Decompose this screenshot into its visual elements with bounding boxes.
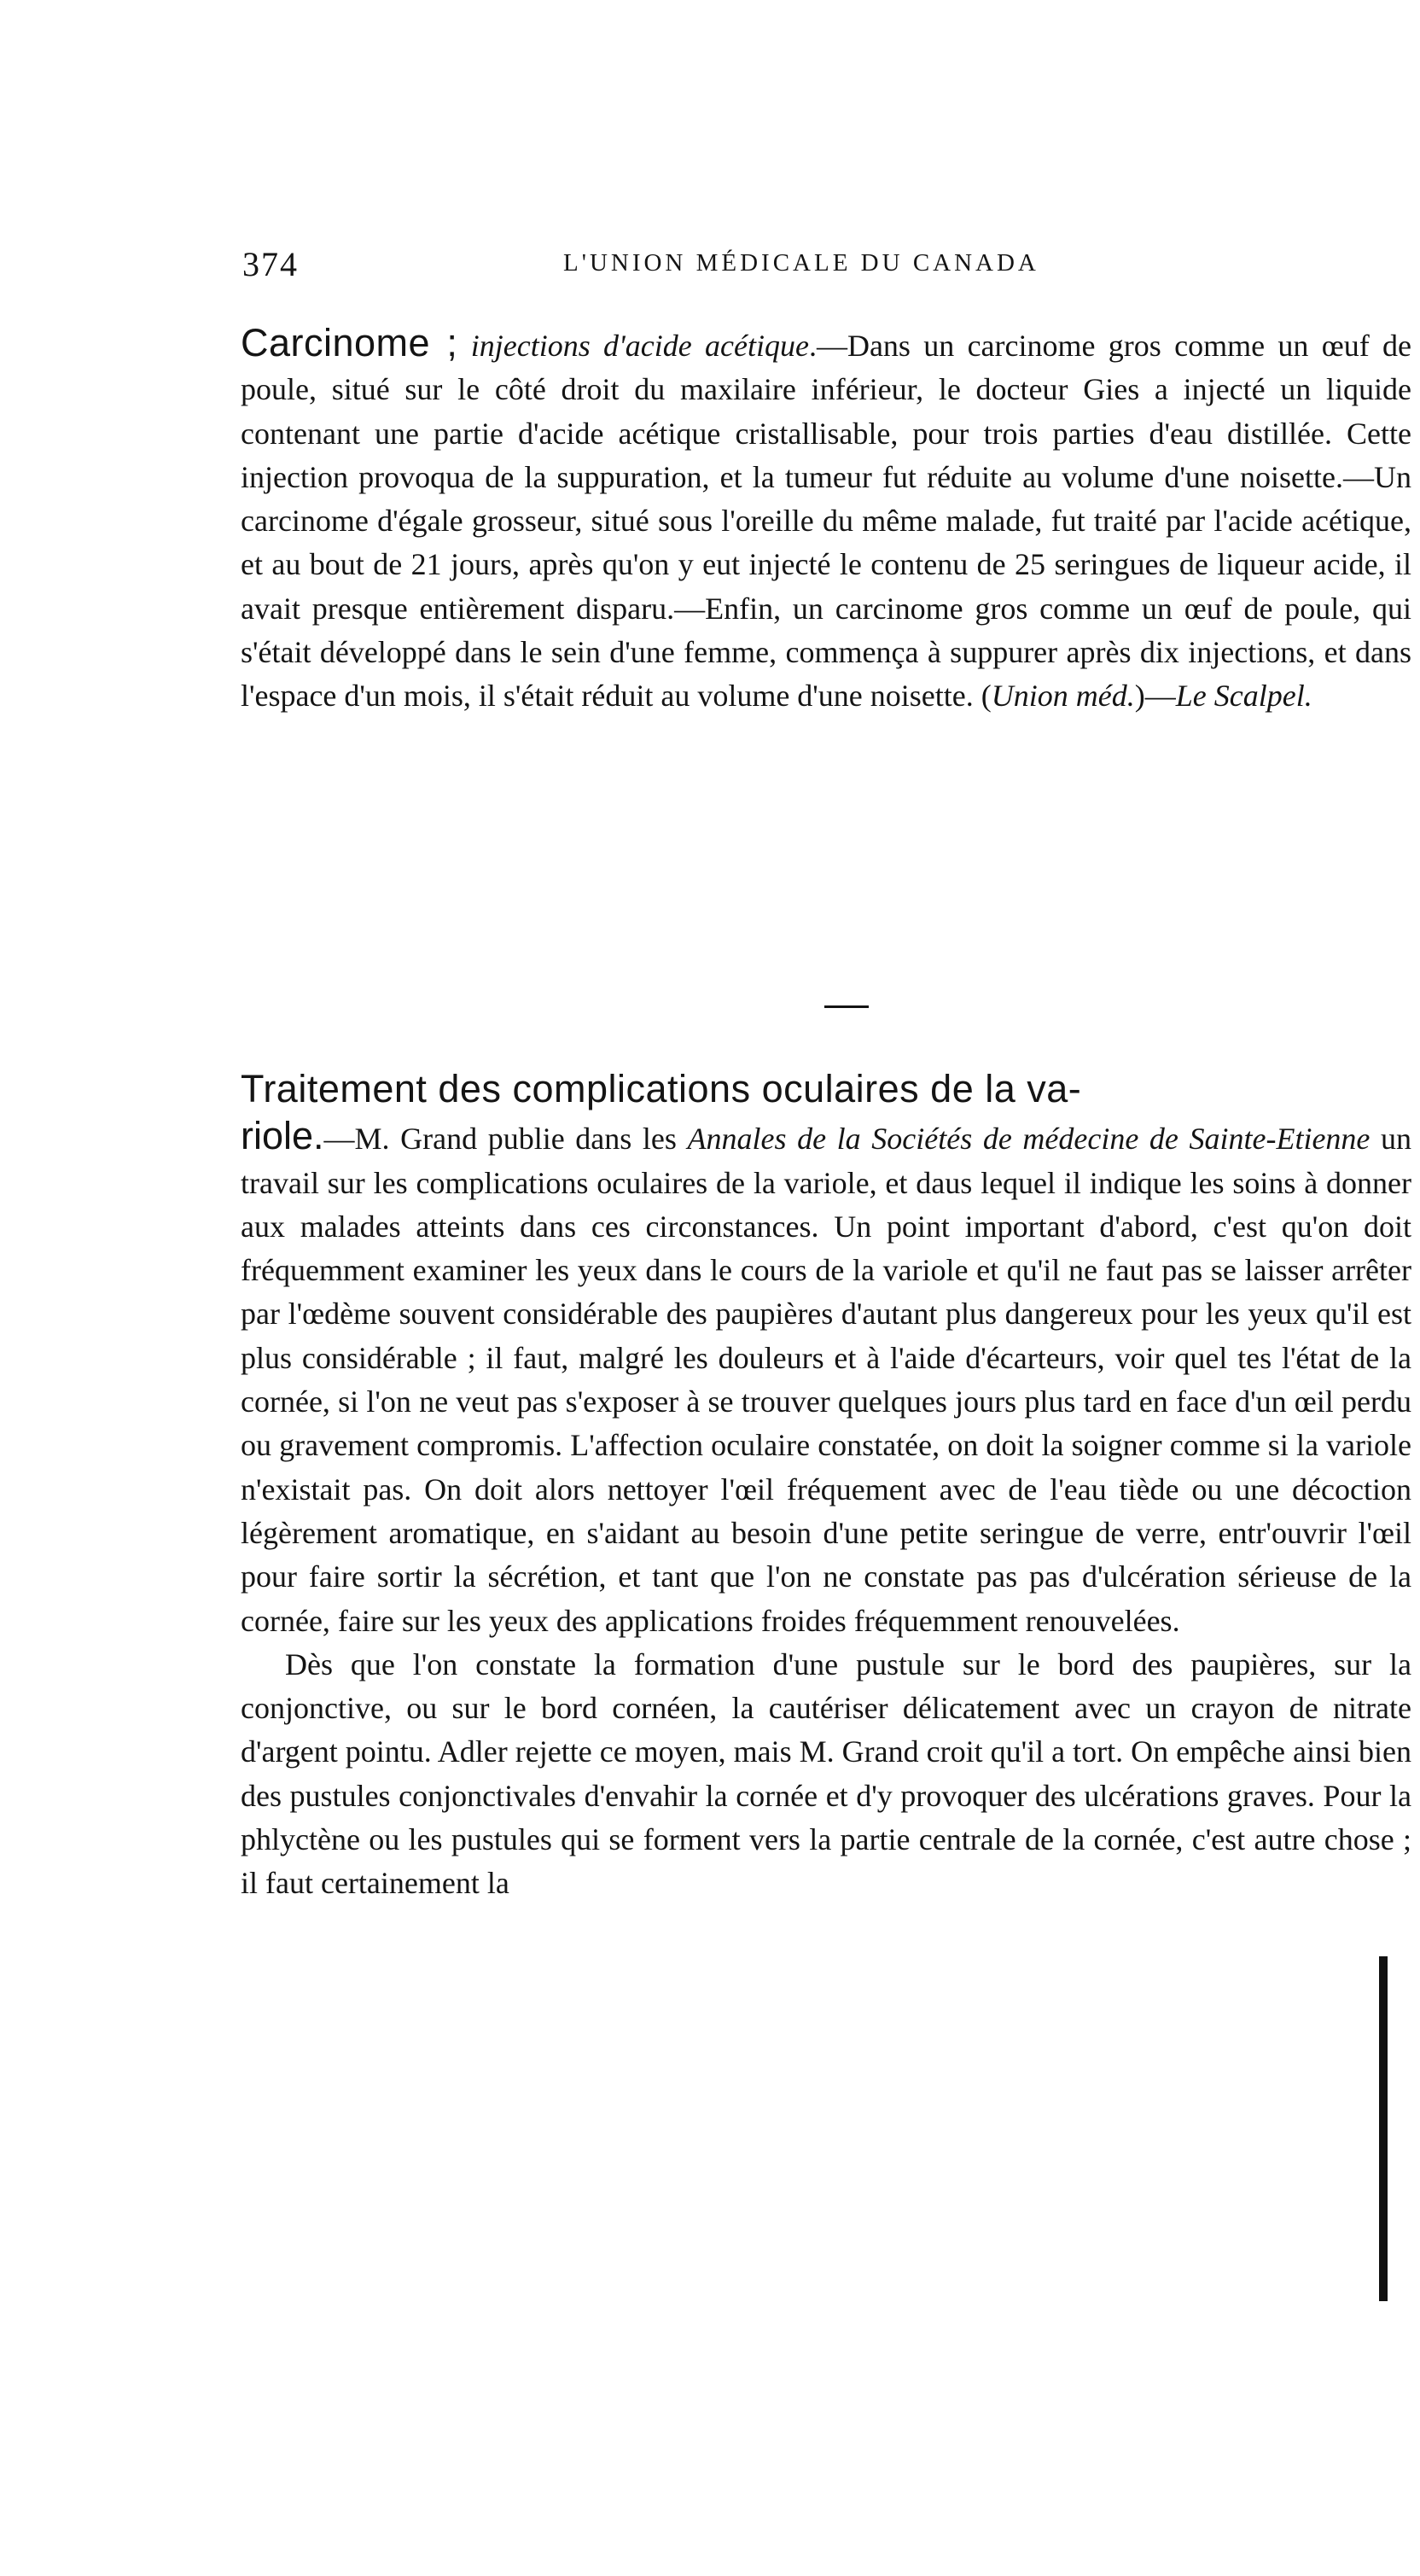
article-variole-paragraph-2: Dès que l'on constate la formation d'une pustule sur le bord des paupières, sur la conjonctive, ou sur le bord cornéen, la cautériser délicatement avec un crayon de nitrate d'argent pointu. Adler rejette ce moyen, mais M. Grand croit qu'il a tort. On empêche ainsi bien des pustules conjonctivales d'envahir la cornée et d'y provoquer des ulcérations graves. Pour la phlyctène ou les pustules qui se forment vers la partie centrale de la cornée, c'est autre chose ; il faut certainement la <box>241 1646 1411 1901</box>
source-credit: Le Scalpel. <box>1175 679 1312 714</box>
journal-title: L'UNION MÉDICALE DU CANADA <box>563 249 1039 277</box>
article-heading-continued: riole. <box>241 1114 324 1158</box>
article-subheading: injections d'acide acétique <box>470 329 809 363</box>
article-body-text: .—Dans un carcinome gros comme un œuf de poule, situé sur le côté droit du maxilaire inférieur, le docteur Gies a injecté un liquide contenant une partie d'acide acétique cristallisable, pour trois parties d'eau distillée. Cette injection provoqua de la suppuration, et la tumeur fut réduite au volume d'une noisette.—Un carcinome d'égale grosseur, situé sous l'oreille du même malade, fut traité par l'acide acétique, et au bout de 21 jours, après qu'on y eut injecté le contenu de 25 seringues de liqueur acide, il avait presque entièrement disparu.—Enfin, un carcinome gros comme un œuf de poule, qui s'était développé dans le sein d'une femme, commença à suppurer après dix injections, et dans l'espace d'un mois, il s'était réduit au volume d'une noisette. <box>241 329 1412 714</box>
article-body-text: un travail sur les complications oculaires de la variole, et daus lequel il indique les soins à donner aux malades atteints dans ces circonstances. Un point important d'abord, c'est qu'on doit fréquemment examiner les yeux dans le cours de la variole et qu'il ne faut pas se laisser arrêter par l'œdème souvent considérable des paupières d'autant plus dangereux pour les yeux qu'il est plus considérable ; il faut, malgré les douleurs et à l'aide d'écarteurs, voir quel tes l'état de la cornée, si l'on ne veut pas s'exposer à se trouver quelques jours plus tard en face d'un œil perdu ou gravement compromis. L'affection oculaire constatée, on doit la soigner comme si la variole n'existait pas. On doit alors nettoyer l'œil fréquement avec de l'eau tiède ou une décoction légèrement aromatique, en s'aidant au besoin d'une petite seringue de verre, entr'ouvrir l'œil pour faire sortir la sécrétion, et tant que l'on ne constate pas pas d'ulcération sérieuse de la cornée, faire sur les yeux des applications froides fréquemment renouvelées. <box>241 1122 1412 1638</box>
source-citation: Union méd. <box>991 679 1135 714</box>
section-divider <box>824 1005 869 1008</box>
article-heading: Traitement des complications oculaires de la va- <box>241 1067 1082 1110</box>
running-head <box>242 244 1142 287</box>
article-intro-text: —M. Grand publie dans les <box>323 1122 688 1157</box>
article-variole-heading-line <box>241 1067 1411 1114</box>
article-carcinome <box>241 321 1411 719</box>
article-variole-paragraph-1 <box>241 1114 1411 1643</box>
article-carcinome-body <box>241 321 1411 719</box>
journal-citation: Annales de la Sociétés de médecine de Sainte-Etienne <box>687 1122 1371 1157</box>
page-number: 374 <box>242 245 299 283</box>
scan-edge-shadow <box>1379 1956 1388 2301</box>
article-heading: Carcinome ; <box>241 321 458 364</box>
article-variole <box>241 1067 1411 1906</box>
source-open: ( <box>973 679 992 714</box>
source-close: )— <box>1134 679 1176 714</box>
